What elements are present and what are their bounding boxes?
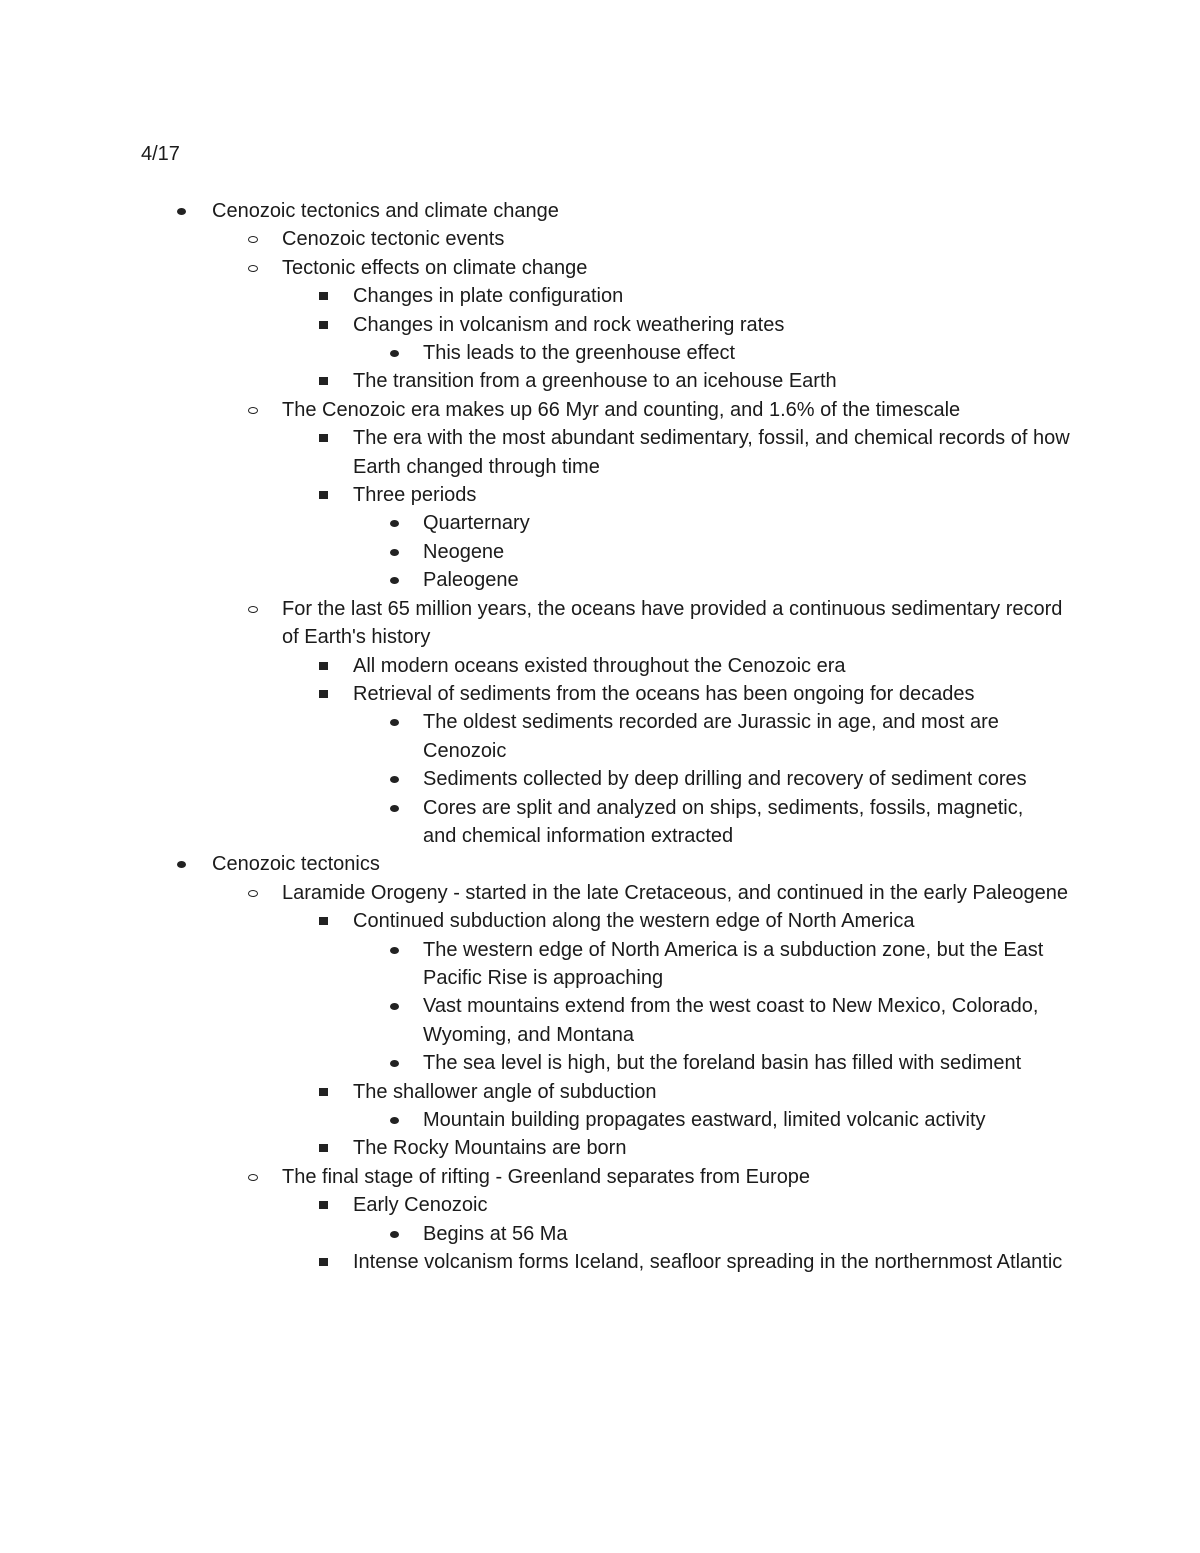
list-item-text: Mountain building propagates eastward, limited volcanic activity <box>423 1109 986 1131</box>
bullet-circle-icon <box>246 879 260 907</box>
list-item <box>353 1078 1073 1106</box>
list-item <box>353 1248 1073 1276</box>
list-item-text: Cenozoic tectonics and climate change <box>212 200 559 222</box>
list-item <box>282 225 1072 253</box>
list-item <box>423 765 1053 793</box>
list-item <box>353 680 1073 708</box>
list-item-text: Laramide Orogeny - started in the late Cretaceous, and continued in the early Paleogene <box>282 881 1069 904</box>
list-item <box>423 509 1053 537</box>
list-item-text: The western edge of North America is a subduction zone, but the East Pacific Rise is approaching <box>423 938 1044 989</box>
bullet-disc-icon <box>388 339 402 367</box>
list-item-text: Three periods <box>353 484 477 507</box>
notes-outline <box>0 197 1200 1276</box>
bullet-circle-icon <box>246 225 260 253</box>
bullet-square-icon <box>317 1078 331 1106</box>
list-item <box>353 1191 1073 1219</box>
list-item <box>423 1049 1053 1077</box>
list-item-text: The shallower angle of subduction <box>353 1080 657 1103</box>
list-item <box>353 282 1073 310</box>
list-item-text: Sediments collected by deep drilling and recovery of sediment cores <box>423 768 1027 791</box>
bullet-square-icon <box>317 1248 331 1276</box>
list-item-text: The Rocky Mountains are born <box>353 1137 627 1160</box>
list-item <box>353 1134 1073 1162</box>
list-item-text: Changes in plate configuration <box>353 285 624 308</box>
bullet-circle-icon <box>246 396 260 424</box>
list-item <box>353 481 1073 509</box>
list-item-text: Continued subduction along the western edge of North America <box>353 910 915 933</box>
list-item-text: Quarternary <box>423 512 530 535</box>
bullet-disc-icon <box>175 197 189 225</box>
list-item <box>353 311 1073 339</box>
bullet-circle-icon <box>246 1163 260 1191</box>
list-item-text: For the last 65 million years, the oceans have provided a continuous sedimentary record of Earth's history <box>282 597 1063 649</box>
bullet-square-icon <box>317 367 331 395</box>
list-item-text: Retrieval of sediments from the oceans has been ongoing for decades <box>353 682 975 705</box>
list-item <box>282 396 1072 424</box>
list-item <box>282 1163 1072 1191</box>
bullet-disc-icon <box>388 708 402 736</box>
list-item <box>353 367 1073 395</box>
bullet-disc-icon <box>175 850 189 878</box>
list-item-text: Changes in volcanism and rock weathering rates <box>353 313 785 336</box>
list-item <box>423 992 1053 1049</box>
bullet-square-icon <box>317 1191 331 1219</box>
list-item <box>423 794 1053 851</box>
bullet-circle-icon <box>246 595 260 623</box>
list-item <box>282 879 1072 907</box>
list-item-text: Paleogene <box>423 569 519 592</box>
list-item-text: The final stage of rifting - Greenland separates from Europe <box>282 1165 811 1188</box>
bullet-disc-icon <box>388 765 402 793</box>
list-item <box>423 1106 1053 1134</box>
list-item-text: The era with the most abundant sedimentary, fossil, and chemical records of how Earth changed through time <box>353 427 1070 478</box>
list-item-text: Cores are split and analyzed on ships, sediments, fossils, magnetic, and chemical information extracted <box>423 796 1024 847</box>
bullet-disc-icon <box>388 992 402 1020</box>
list-item <box>282 254 1072 282</box>
list-item <box>423 339 1053 367</box>
list-item-text: Vast mountains extend from the west coast to New Mexico, Colorado, Wyoming, and Montana <box>423 995 1039 1046</box>
list-item-text: Cenozoic tectonic events <box>282 228 505 251</box>
bullet-square-icon <box>317 424 331 452</box>
list-item <box>423 708 1053 765</box>
bullet-disc-icon <box>388 538 402 566</box>
list-item <box>423 538 1053 566</box>
bullet-square-icon <box>317 311 331 339</box>
bullet-disc-icon <box>388 509 402 537</box>
list-item <box>423 566 1053 594</box>
list-item-text: All modern oceans existed throughout the Cenozoic era <box>353 654 846 677</box>
list-item-text: Intense volcanism forms Iceland, seafloor spreading in the northernmost Atlantic <box>353 1251 1063 1274</box>
bullet-square-icon <box>317 282 331 310</box>
list-item <box>423 936 1053 993</box>
list-item <box>353 652 1073 680</box>
list-item <box>353 907 1073 935</box>
bullet-disc-icon <box>388 1106 402 1134</box>
list-item-text: The oldest sediments recorded are Jurassic in age, and most are Cenozoic <box>423 711 999 762</box>
list-item-text: Tectonic effects on climate change <box>282 256 588 279</box>
list-item-text: The Cenozoic era makes up 66 Myr and counting, and 1.6% of the timescale <box>282 398 961 421</box>
list-item <box>212 850 1062 878</box>
bullet-disc-icon <box>388 1049 402 1077</box>
bullet-square-icon <box>317 652 331 680</box>
list-item-text: Early Cenozoic <box>353 1194 488 1217</box>
list-item-text: The sea level is high, but the foreland basin has filled with sediment <box>423 1052 1022 1075</box>
bullet-square-icon <box>317 907 331 935</box>
list-item <box>423 1220 1053 1248</box>
bullet-square-icon <box>317 481 331 509</box>
bullet-disc-icon <box>388 936 402 964</box>
list-item <box>212 197 1062 225</box>
list-item <box>282 595 1072 652</box>
list-item <box>353 424 1073 481</box>
list-item-text: Neogene <box>423 540 505 563</box>
note-date: 4/17 <box>141 143 180 165</box>
list-item-text: Begins at 56 Ma <box>423 1222 568 1245</box>
bullet-disc-icon <box>388 794 402 822</box>
bullet-square-icon <box>317 680 331 708</box>
list-item-text: Cenozoic tectonics <box>212 853 380 876</box>
bullet-circle-icon <box>246 254 260 282</box>
list-item-text: This leads to the greenhouse effect <box>423 342 736 365</box>
bullet-disc-icon <box>388 566 402 594</box>
bullet-disc-icon <box>388 1220 402 1248</box>
bullet-square-icon <box>317 1134 331 1162</box>
list-item-text: The transition from a greenhouse to an icehouse Earth <box>353 370 837 393</box>
